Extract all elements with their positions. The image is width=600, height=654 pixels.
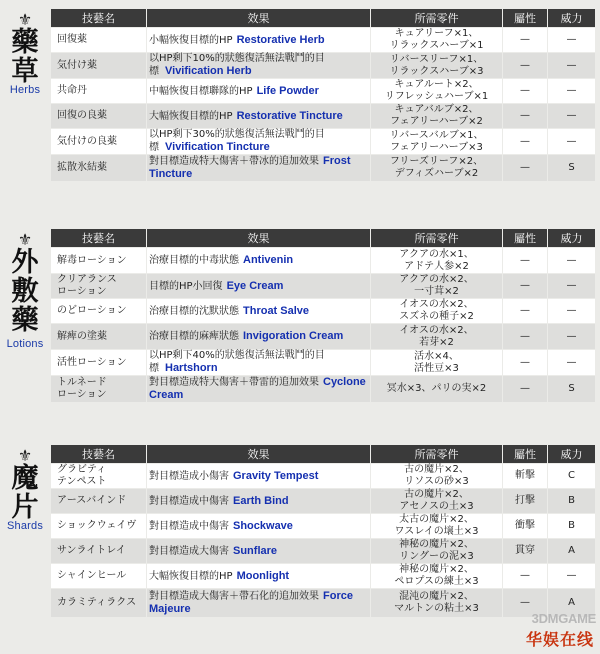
skill-effect: 治療目標的麻痺狀態: [149, 331, 239, 342]
header-name: 技藝名: [51, 229, 147, 248]
skill-attribute: —: [503, 155, 548, 182]
table-row: [51, 129, 596, 155]
skill-attribute: 衝擊: [503, 514, 548, 539]
skill-effect-cell: [147, 589, 371, 618]
table-row: [51, 350, 596, 376]
skill-power: —: [548, 350, 596, 376]
skill-materials: イオスの水×2、 スズネの種子×2: [371, 299, 503, 324]
table-row: [51, 539, 596, 564]
table-row: [51, 155, 596, 182]
header-name: 技藝名: [51, 445, 147, 464]
skill-name: シャインヒール: [51, 564, 147, 589]
skill-attribute: —: [503, 248, 548, 274]
english-name: Gravity Tempest: [233, 469, 319, 482]
skill-power: B: [548, 489, 596, 514]
skill-effect: 中幅恢復目標聯隊的HP: [149, 85, 253, 97]
watermark-site: 3DMGAME: [531, 611, 596, 626]
skill-name: トルネード ローション: [51, 376, 147, 403]
english-name: Frost Tincture: [149, 155, 351, 180]
english-name: Restorative Tincture: [236, 109, 343, 122]
skill-effect-cell: [147, 28, 371, 53]
table-row: [51, 324, 596, 350]
english-name: Hartshorn: [165, 362, 218, 374]
skill-name: 回復の良薬: [51, 104, 147, 129]
skill-name: 活性ローション: [51, 350, 147, 376]
english-name: Cyclone Cream: [149, 376, 366, 401]
skill-effect-cell: [147, 564, 371, 589]
skill-attribute: —: [503, 104, 548, 129]
skill-effect-cell: [147, 129, 371, 155]
skill-effect-cell: [147, 514, 371, 539]
skill-effect: 對目標造成小傷害: [149, 470, 229, 482]
header-effect: 效果: [147, 445, 371, 464]
skill-power: A: [548, 589, 596, 618]
english-name: Moonlight: [236, 569, 290, 582]
skill-materials: 古の魔片×2、 アセノスの土×3: [371, 489, 503, 514]
table-row: [51, 589, 596, 618]
skill-effect-cell: [147, 155, 371, 182]
category-label: [0, 228, 50, 350]
skill-attribute: —: [503, 299, 548, 324]
skill-name: 拡散氷結薬: [51, 155, 147, 182]
skill-effect-cell: [147, 104, 371, 129]
skill-materials: リバースバルブ×1、 フェアリーハーブ×3: [371, 129, 503, 155]
skill-materials: リバースリーフ×1、 リラックスハーブ×3: [371, 53, 503, 79]
skill-materials: 冥水×3、パリの実×2: [371, 376, 503, 403]
skill-attribute: 斬擊: [503, 464, 548, 489]
skill-attribute: —: [503, 28, 548, 53]
skill-effect: 以HP剩下30%的狀態復活無法戰鬥的目 標: [149, 129, 325, 153]
skill-power: B: [548, 514, 596, 539]
skill-name: グラビティ テンペスト: [51, 464, 147, 489]
category-label: [0, 444, 50, 532]
english-name: Life Powder: [256, 84, 319, 97]
skill-effect: 大幅恢復目標的HP: [149, 570, 233, 582]
header-power: 威力: [548, 9, 596, 28]
skill-power: —: [548, 104, 596, 129]
skill-name: アースバインド: [51, 489, 147, 514]
english-name: Antivenin: [243, 254, 294, 266]
table-row: [51, 489, 596, 514]
skill-power: S: [548, 376, 596, 403]
category-jp: 外 敷 藥: [11, 247, 39, 336]
skill-attribute: 貫穿: [503, 539, 548, 564]
watermark-brand: 华娱在线: [525, 630, 594, 649]
skill-power: —: [548, 53, 596, 79]
skill-effect: 對目標造成特大傷害＋帶冰的追加效果: [149, 156, 319, 167]
skill-effect-cell: [147, 489, 371, 514]
table-row: [51, 28, 596, 53]
skill-effect-cell: [147, 299, 371, 324]
header-materials: 所需零件: [371, 229, 503, 248]
table-row: [51, 274, 596, 299]
english-name: Vivification Herb: [165, 65, 252, 77]
english-name: Shockwave: [233, 519, 293, 532]
english-name: Invigoration Cream: [243, 330, 344, 342]
skill-attribute: —: [503, 53, 548, 79]
skill-materials: アクアの水×1、 アドテ人参×2: [371, 248, 503, 274]
lotions-table: [50, 228, 596, 403]
english-name: Force Majeure: [149, 590, 353, 615]
skill-attribute: —: [503, 564, 548, 589]
skill-name: サンライトレイ: [51, 539, 147, 564]
skill-effect-cell: [147, 53, 371, 79]
header-effect: 效果: [147, 9, 371, 28]
skill-effect: 治療目標的中毒狀態: [149, 255, 239, 266]
skill-effect: 目標的HP小回復: [149, 280, 223, 292]
english-name: Eye Cream: [226, 279, 284, 292]
english-name: Throat Salve: [243, 304, 310, 317]
skill-materials: 活水×4、 活性豆×3: [371, 350, 503, 376]
table-row: [51, 564, 596, 589]
skill-materials: 混沌の魔片×2、 マルトンの粘土×3: [371, 589, 503, 618]
skill-effect-cell: [147, 274, 371, 299]
skill-effect-cell: [147, 79, 371, 104]
herbs-table: [50, 8, 596, 182]
header-power: 威力: [548, 445, 596, 464]
skill-materials: キュアバルブ×2、 フェアリーハーブ×2: [371, 104, 503, 129]
header-materials: 所需零件: [371, 9, 503, 28]
category-jp: 魔 片: [11, 463, 39, 523]
skill-effect-cell: [147, 376, 371, 403]
skill-attribute: —: [503, 79, 548, 104]
table-row: [51, 79, 596, 104]
header-name: 技藝名: [51, 9, 147, 28]
skill-power: —: [548, 248, 596, 274]
fleur-de-lis-icon: ⚜: [17, 230, 33, 249]
skill-name: 共命丹: [51, 79, 147, 104]
skill-name: 気付けの良薬: [51, 129, 147, 155]
skill-effect: 以HP剩下10%的狀態復活無法戰鬥的目 標: [149, 53, 325, 77]
category-en: Herbs: [9, 84, 41, 96]
table-row: [51, 104, 596, 129]
header-materials: 所需零件: [371, 445, 503, 464]
skill-effect: 對目標造成中傷害: [149, 520, 229, 532]
header-effect: 效果: [147, 229, 371, 248]
skill-effect: 治療目標的沈默狀態: [149, 305, 239, 317]
skill-materials: 古の魔片×2、 リソスの砂×3: [371, 464, 503, 489]
header-attr: 屬性: [503, 445, 548, 464]
skill-effect: 大幅恢復目標的HP: [149, 110, 233, 122]
skill-power: —: [548, 274, 596, 299]
category-label: [0, 8, 50, 96]
english-name: Vivification Tincture: [165, 141, 270, 153]
skill-materials: 太古の魔片×2、 ワスレイの壌土×3: [371, 514, 503, 539]
skill-attribute: —: [503, 376, 548, 403]
category-en: Shards: [6, 520, 44, 532]
skill-materials: 神秘の魔片×2、 リングーの泥×3: [371, 539, 503, 564]
skill-attribute: —: [503, 129, 548, 155]
english-name: Restorative Herb: [236, 33, 325, 46]
skill-power: —: [548, 564, 596, 589]
table-row: [51, 53, 596, 79]
table-row: [51, 514, 596, 539]
skill-effect: 對目標造成特大傷害＋帶雷的追加效果: [149, 377, 319, 388]
skill-effect: 對目標造成中傷害: [149, 495, 229, 507]
skill-name: のどローション: [51, 299, 147, 324]
skill-name: カラミティラクス: [51, 589, 147, 618]
skill-name: 気付け薬: [51, 53, 147, 79]
skill-name: 解毒ローション: [51, 248, 147, 274]
skill-name: 解痺の塗薬: [51, 324, 147, 350]
skill-power: —: [548, 79, 596, 104]
table-row: [51, 464, 596, 489]
table-row: [51, 248, 596, 274]
skill-power: —: [548, 28, 596, 53]
skill-materials: 神秘の魔片×2、 ペロプスの練土×3: [371, 564, 503, 589]
category-en: Lotions: [6, 338, 44, 350]
table-row: [51, 376, 596, 403]
skill-attribute: —: [503, 324, 548, 350]
header-power: 威力: [548, 229, 596, 248]
skill-effect-cell: [147, 248, 371, 274]
skill-attribute: —: [503, 589, 548, 618]
category-jp: 藥 草: [11, 27, 39, 87]
skill-power: —: [548, 299, 596, 324]
skill-power: —: [548, 324, 596, 350]
skill-effect-cell: [147, 350, 371, 376]
skill-materials: フリーズリーフ×2、 デフィズハーブ×2: [371, 155, 503, 182]
skill-materials: イオスの水×2、 若芽×2: [371, 324, 503, 350]
skill-effect: 對目標造成大傷害: [149, 545, 229, 557]
skill-power: A: [548, 539, 596, 564]
skill-effect-cell: [147, 324, 371, 350]
skill-attribute: —: [503, 350, 548, 376]
header-attr: 屬性: [503, 9, 548, 28]
fleur-de-lis-icon: ⚜: [17, 446, 33, 465]
skill-power: C: [548, 464, 596, 489]
skill-power: —: [548, 129, 596, 155]
skill-attribute: 打擊: [503, 489, 548, 514]
skill-name: ショックウェイヴ: [51, 514, 147, 539]
skill-name: 回復薬: [51, 28, 147, 53]
fleur-de-lis-icon: ⚜: [17, 10, 33, 29]
english-name: Earth Bind: [233, 494, 289, 507]
shards-table: [50, 444, 596, 618]
skill-effect-cell: [147, 464, 371, 489]
english-name: Sunflare: [233, 544, 278, 557]
skill-effect: 對目標造成大傷害＋帶石化的追加效果: [149, 591, 319, 602]
skill-effect-cell: [147, 539, 371, 564]
table-row: [51, 299, 596, 324]
skill-attribute: —: [503, 274, 548, 299]
skill-name: クリアランス ローション: [51, 274, 147, 299]
skill-effect: 以HP剩下40%的狀態復活無法戰鬥的目 標: [149, 350, 325, 374]
skill-power: S: [548, 155, 596, 182]
skill-effect: 小幅恢復目標的HP: [149, 34, 233, 46]
skill-materials: キュアルート×2、 リフレッシュハーブ×1: [371, 79, 503, 104]
header-attr: 屬性: [503, 229, 548, 248]
skill-materials: アクアの水×2、 一寸茸×2: [371, 274, 503, 299]
skill-materials: キュアリーフ×1、 リラックスハーブ×1: [371, 28, 503, 53]
